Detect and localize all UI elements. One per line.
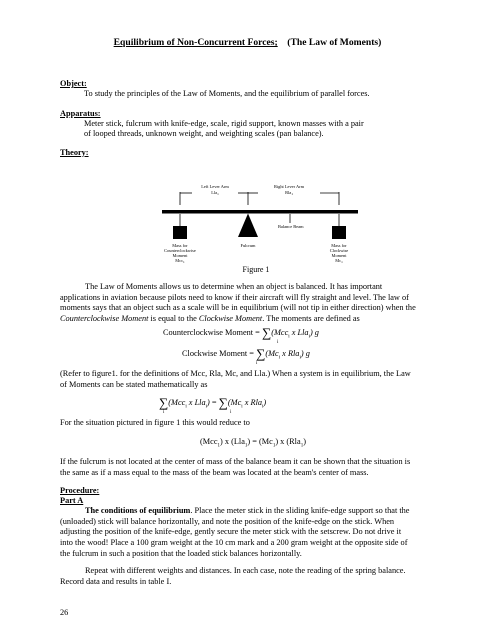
left-arm-abbr: Lla [211, 190, 218, 195]
theory-heading: Theory: [60, 148, 89, 157]
figure-1-diagram [140, 183, 370, 277]
ccw-label-3: Moment [172, 253, 188, 258]
svg-text:Mc1: $Mc_1$ [335, 258, 343, 264]
equilibrium-equation: ∑(Mcc$_i$ x $Lla_i) = \sum(Mc_i$ x Rla$_i$) [159, 395, 267, 410]
conditions-lead: The conditions of equilibrium [85, 506, 191, 515]
svg-text:Mcc1: Mcc$_1$ [175, 258, 185, 264]
cw-label-2: Clockwise [329, 248, 349, 253]
ccw-moment-term: Counterclockwise Moment [60, 314, 149, 324]
page-number: 26 [60, 608, 69, 617]
svg-text:Lla1: Lla$_1$ [211, 190, 219, 196]
balance-beam [162, 210, 358, 214]
situation-text: For the situation pictured in figure 1 this would reduce to [60, 418, 250, 427]
ccw-label-2: Counterclockwise [164, 248, 196, 253]
cw-moment-term: Clockwise Moment [198, 314, 263, 324]
title-main: Equilibrium of Non-Concurrent Forces; [113, 37, 278, 48]
page-title [0, 37, 495, 48]
mass-cw [332, 226, 346, 239]
procedure-heading: Procedure: [60, 486, 100, 495]
equation-ccw: Counterclockwise Moment = ∑(Mcc$_i$ x Lla$_i$) g [163, 325, 319, 340]
right-arm-abbr: Rla [285, 190, 292, 195]
ccw-label-1: Mass for [172, 243, 188, 248]
ccw-label-4: Mcc [175, 258, 184, 263]
paragraph-1: The Law of Moments allows us to determine when an object is balanced. It has important applications in aviation because pilots need to know if their aircraft will fly straight and level. The law of moments says that an object such as a scale will be in equilibrium (will not tip in either direction) when the Counterclockwise Moment is equal to the Clockwise Moment. The moments are defined as [60, 282, 416, 324]
part-a-heading: Part A [60, 496, 84, 505]
apparatus-line1: Meter stick, fulcrum with knife-edge, scale, rigid support, known masses with a pair [84, 119, 364, 128]
figure-caption: Figure 1 [242, 265, 270, 274]
repeat-paragraph: Repeat with different weights and distances. In each case, note the reading of the spring balance. Record data and results in table I. [60, 566, 406, 586]
fulcrum-label: Fulcrum [240, 243, 256, 248]
paragraph-2: If the fulcrum is not located at the center of mass of the balance beam it can be shown that the situation is the same as if a mass equal to the mass of the beam was located at the beam's center of mass. [60, 457, 411, 477]
refer-line1: (Refer to figure1. for the definitions of Mcc, Rla, Mc, and Lla.) When a system is in equilibrium, the Law [60, 369, 411, 378]
left-arm-label: Left Lever Arm [201, 184, 229, 189]
apparatus-heading: Apparatus: [60, 109, 101, 118]
cw-label-4: Mc [335, 258, 342, 263]
right-arm-label: Right Lever Arm [274, 184, 304, 189]
title-sub: (The Law of Moments) [287, 37, 382, 48]
equation-cw: Clockwise Moment = $\sum(Mc_i$ x Rla$_i$) g [182, 346, 310, 361]
object-text: To study the principles of the Law of Moments, and the equilibrium of parallel forces. [84, 89, 370, 98]
cw-label-1: Mass for [331, 243, 347, 248]
mass-ccw [173, 226, 187, 239]
object-heading: Object: [60, 79, 87, 88]
cw-label-3: Moment [331, 253, 347, 258]
svg-text:Rla1: Rla$_1$ [285, 190, 293, 196]
situation-equation: (Mcc$_1$) x $(Lla_1) = (Mc_1)$ x (Rla$_1$) [200, 437, 306, 449]
fulcrum-triangle [238, 214, 258, 238]
balance-beam-label: Balance Beam [278, 224, 304, 229]
refer-line2: of Moments can be stated mathematically as [60, 380, 208, 389]
apparatus-line2: of looped threads, unknown weight, and weighting scales (pan balance). [84, 129, 324, 138]
procedure-paragraph: The conditions of equilibrium. Place the meter stick in the sliding knife-edge support so that the (unloaded) stick will balance horizontally, and note the position of the knife-edge on the stick. When adjusting the position of the knife-edge, gently secure the meter stick with the setscrew. Do not drive it into the wood! Place a 100 gram weight at the 10 cm mark and a 200 gram weight at the opposite side of the fulcrum in such a position that the loaded stick balances horizontally. [60, 506, 410, 558]
